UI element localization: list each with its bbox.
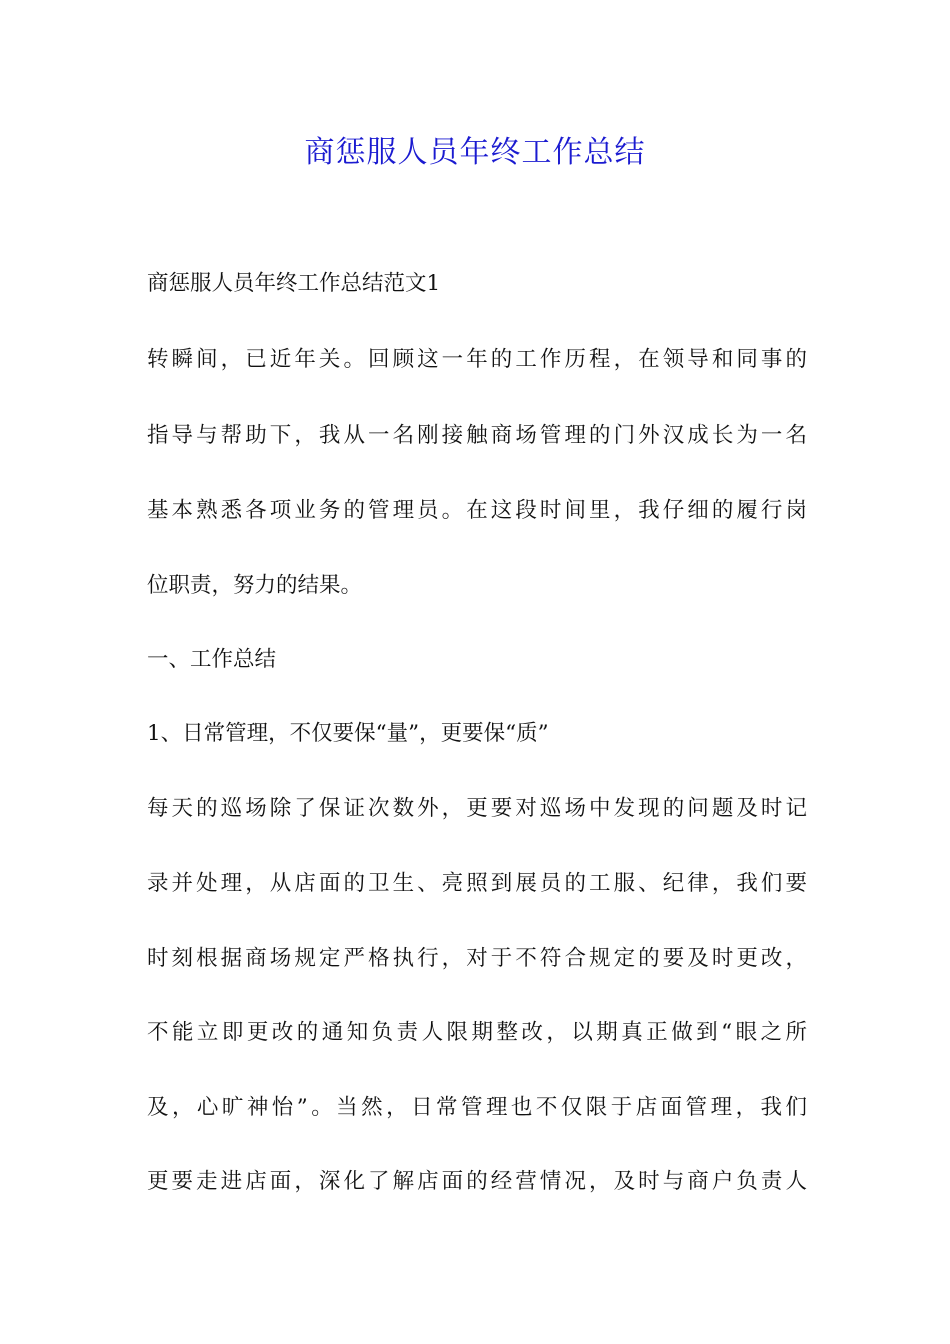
item-heading: 1、日常管理，不仅要保“量”，更要保“质” [147,721,549,746]
document-subtitle: 商惩服人员年终工作总结范文1 [147,271,441,296]
paragraph-line: 及，心旷神怡”。当然，日常管理也不仅限于店面管理，我们 [147,1095,807,1120]
paragraph-line: 基本熟悉各项业务的管理员。在这段时间里，我仔细的履行岗 [147,498,807,523]
paragraph-line: 转瞬间，已近年关。回顾这一年的工作历程，在领导和同事的 [147,347,807,372]
document-title: 商惩服人员年终工作总结 [304,135,646,170]
paragraph-line: 位职责，努力的结果。 [147,573,363,598]
paragraph-line: 不能立即更改的通知负责人限期整改，以期真正做到“眼之所 [147,1020,807,1045]
paragraph-line: 指导与帮助下，我从一名刚接触商场管理的门外汉成长为一名 [147,423,807,448]
paragraph-line: 每天的巡场除了保证次数外，更要对巡场中发现的问题及时记 [147,796,807,821]
paragraph-line: 时刻根据商场规定严格执行，对于不符合规定的要及时更改， [147,946,807,971]
paragraph-line: 录并处理，从店面的卫生、亮照到展员的工服、纪律，我们要 [147,871,807,896]
paragraph-line: 更要走进店面，深化了解店面的经营情况，及时与商户负责人 [147,1169,807,1194]
section-heading: 一、工作总结 [147,647,277,672]
